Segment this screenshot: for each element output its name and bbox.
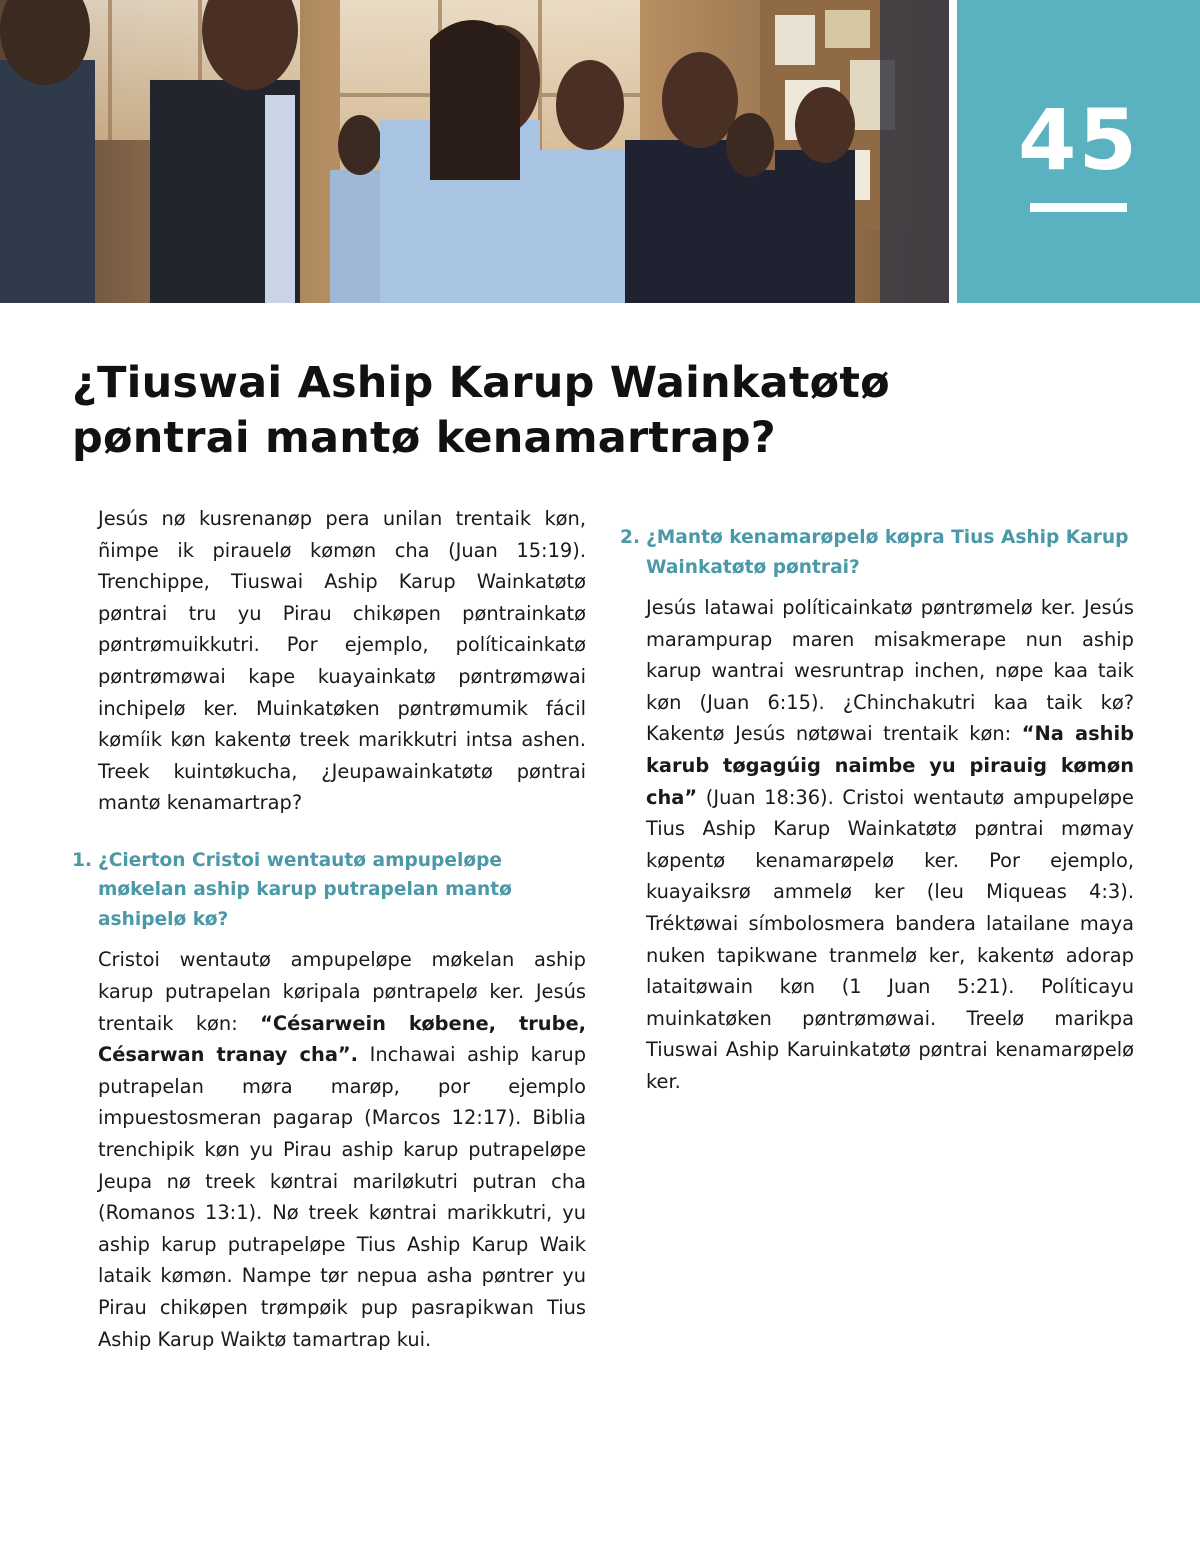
lesson-number-underline xyxy=(1030,203,1127,212)
lesson-number-box xyxy=(957,0,1200,303)
question-1-text: ¿Cierton Cristoi wentautø ampupeløpe møkelan aship karup putrapelan mantø ashipelø kø? xyxy=(98,849,512,930)
left-column xyxy=(72,503,587,1355)
page-title-line-2: pøntrai mantø kenamartrap? xyxy=(72,413,776,463)
lesson-number: 45 xyxy=(1018,91,1139,189)
answer-1-text-before: Cristoi wentautø ampupeløpe møkelan aship karup putrapelan køripala pøntrapelø ker. Jesús trentaik køn: xyxy=(98,948,586,1035)
answer-2-paragraph xyxy=(646,592,1134,1098)
page-title-line-1: ¿Tiuswai Aship Karup Wainkatøtø xyxy=(72,358,890,408)
question-1 xyxy=(72,846,586,935)
answer-2-text-before: Jesús latawai políticainkatø pøntrømelø ker. Jesús marampurap maren misakmerape nun aship karup wantrai wesruntrap inchen, nøpe kaa taik køn (Juan 6:15). ¿Chinchakutri kaa taik kø? Kakentø Jesús nøtøwai trentaik køn: xyxy=(646,596,1134,746)
right-column xyxy=(620,503,1134,1098)
answer-2-quote: “Na ashib karub tøgagúig naimbe yu pirauig kømøn cha” xyxy=(646,722,1134,809)
question-2-text: ¿Mantø kenamarøpelø køpra Tius Aship Karup Wainkatøtø pøntrai? xyxy=(646,527,1129,578)
answer-1-paragraph xyxy=(98,944,586,1355)
answer-1-text-after: Inchawai aship karup putrapelan møra marøp, por ejemplo impuestosmeran pagarap (Marcos 12:17). Biblia trenchipik køn yu Pirau aship karup putrapeløpe Jeupa nø treek køntrai mariløkutri putran cha (Romanos 13:1). Nø treek køntrai marikkutri, yu aship karup putrapeløpe Tius Aship Karup Waik lataik kømøn. Nampe tør nepua asha pøntrer yu Pirau chikøpen trømpøik pup pasrapikwan Tius Aship Karup Waiktø tamartrap kui. xyxy=(98,1043,587,1351)
page-title xyxy=(72,356,972,466)
answer-2-text-after: (Juan 18:36). Cristoi wentautø ampupeløpe Tius Aship Karup Wainkatøtø pøntrai mømay køpentø kenamarøpelø ker. Por ejemplo, kuayaiksrø ammelø ker (leu Miqueas 4:3). Tréktøwai símbolosmera bandera latailane maya nuken tapikwane tranmelø ker, kakentø adorap lataitøwain køn (1 Juan 5:21). Políticayu muinkatøken pøntrømøwai. Treelø marikpa Tiuswai Aship Karuinkatøtø pøntrai kenamarøpelø ker. xyxy=(646,785,1134,1093)
header-photo xyxy=(0,0,949,303)
question-2-number: 2. xyxy=(620,527,641,548)
answer-1-quote: “Césarwein købene, trube, Césarwan tranay cha”. xyxy=(98,1011,587,1067)
question-1-number: 1. xyxy=(72,849,93,871)
question-2 xyxy=(620,523,1134,582)
students-photo-illustration xyxy=(0,0,949,303)
intro-paragraph: Jesús nø kusrenanøp pera unilan trentaik køn, ñimpe ik pirauelø kømøn cha (Juan 15:19). Trenchippe, Tiuswai Aship Karup Wainkatøtø pøntrai tru yu Pirau chikøpen pøntrainkatø pøntrømuikkutri. Por ejemplo, políticainkatø pøntrømøwai kape kuayainkatø pøntrømøwai inchipelø ker. Muinkatøken pøntrømumik fácil kømíik køn kakentø treek marikkutri intsa ashen. Treek kuintøkucha, ¿Jeupawainkatøtø pøntrai mantø kenamartrap? xyxy=(98,507,586,815)
